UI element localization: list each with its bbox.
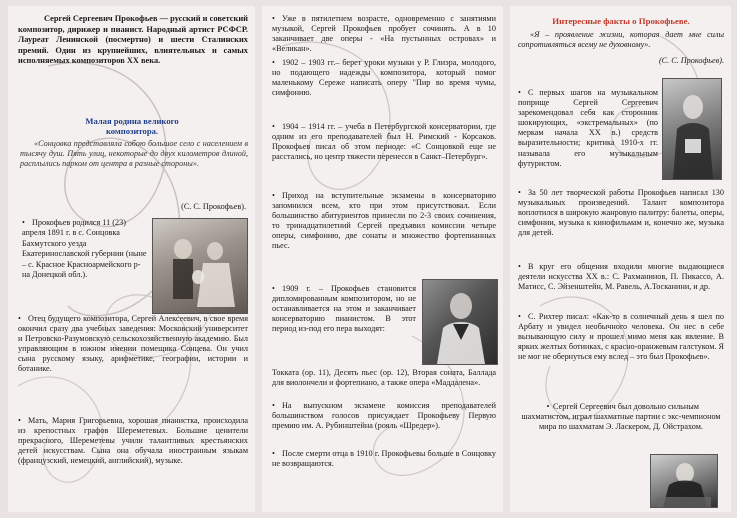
- quote-attribution: (С. С. Прокофьев).: [181, 202, 246, 211]
- section-heading-homeland: [18, 116, 246, 136]
- bullet: [518, 312, 528, 321]
- paragraph-circle-text: В круг его общения входили многие выдающиеся деятели искусства XX в.: С. Рахманинов, П. Пикассо, А. Матисс, С. Эйзенштейн, М. Равель, А.Тосканини, и др.: [518, 262, 724, 292]
- bullet: [272, 122, 282, 131]
- heading-line-2: композитора.: [105, 126, 159, 136]
- paragraph-works-count: [518, 188, 724, 238]
- paragraph-born: [22, 218, 148, 280]
- bullet: [518, 88, 528, 97]
- paragraph-circle: [518, 262, 724, 292]
- bullet: [272, 401, 282, 410]
- portrait-photo: [662, 78, 722, 180]
- paragraph-conservatory-text: 1904 – 1914 гг. – учеба в Петербургской консерватории, где одним из его преподавателей был Н. Римский - Корсаков. Прокофьев писал об этом периоде: «С Сонцовкой еще не расстались, но центр тяжести перенесся в Санкт–Петербург».: [272, 122, 496, 162]
- paragraph-1909-text: 1909 г. – Прокофьев становится дипломированным композитором, но не останавливается на этом и заканчивает консерваторию пианистом. В этот период из-под его пера выходят:: [272, 284, 416, 334]
- paragraph-richter: [518, 312, 724, 362]
- bullet: [272, 191, 282, 200]
- paragraph-graduation-text: На выпускном экзамене комиссия преподавателей большинством голосов присуждает Прокофьеву Первую премию им. А. Рубинштейна (рояль «Шредер»).: [272, 401, 496, 431]
- paragraph-father-death-text: После смерти отца в 1910 г. Прокофьевы больше в Сонцовку не возвращаются.: [272, 449, 496, 469]
- bullet: [518, 188, 528, 197]
- paragraph-richter-text: С. Рихтер писал: «Как-то в солнечный день я шел по Арбату и увидел необычного человека. Он нес в себе вызывающую силу и прошел мимо меня как явление. В ярких желтых ботинках, с красно-оранжевым галстуком. Я не мог не обернуться ему вслед – это был Прокофьев».: [518, 312, 724, 362]
- paragraph-mother-text: Мать, Мария Григорьевна, хорошая пианистка, происходила из крепостных графов Шереметевых. Большие ценители прекрасного, Шереметевы учили талантливых крестьянских детей искусствам. Сына она обучала иностранным языкам (французский, немецкий, английский), музыке.: [18, 416, 248, 466]
- paragraph-entrance-exams-text: Приход на вступительные экзамены в консерваторию запомнился всем, кто при этом присутствовал. Если большинство абитуриентов принесли по 2-3 своих сочинения, то тринадцатилетний Сергей предъявил комиссии четыре оперы, симфонию, две сонаты и множество фортепианных пьес.: [272, 191, 496, 251]
- paragraph-futurist-text: С первых шагов на музыкальном поприще Сергей Сергеевич зарекомендовал себя как сторонник шокирующих, «экстремальных» (по меркам начала XX в.) средств выразительности; критика 1910-х гг. называла его музыкальным футуристом.: [518, 88, 658, 168]
- panel-right: [510, 6, 731, 512]
- bullet: [272, 14, 282, 23]
- paragraph-futurist: [518, 88, 658, 169]
- paragraph-mother: [18, 416, 248, 466]
- pianist-photo: [422, 279, 498, 365]
- epigraph: «Я – проявление жизни, которая дает мне силы сопротивляться всему не духовному».: [518, 30, 724, 50]
- bullet: [18, 314, 28, 323]
- paragraph-father: [18, 314, 248, 375]
- paragraph-graduation: [272, 401, 496, 431]
- paragraph-glier-text: 1902 – 1903 гг.– берет уроки музыки у Р. Глиэра, молодого, но подающего надежды композитора, который помог маленькому Сереже написать оперу "Пир во время чумы, симфонию.: [272, 58, 496, 98]
- paragraph-father-death: [272, 449, 496, 469]
- paragraph-father-text: Отец будущего композитора, Сергей Алексеевич, в свое время окончил сразу два учебных заведения: Московский университет и Петровско-Разумовскую сельскохозяйственную академию. Был управляющим в южном имении помещика Сонцева. Он учил сына русскому языку, арифметике, географии, истории и ботанике.: [18, 314, 248, 374]
- paragraph-conservatory: [272, 122, 496, 162]
- bullet: [272, 284, 282, 293]
- intro-paragraph: Сергей Сергеевич Прокофьев — русский и советский композитор, дирижер и пианист. Народный артист РСФСР. Лауреат Ленинской (посмертно) и шести Сталинских премий. Один из крупнейших, влиятельных и самых исполняемых композиторов XX века.: [18, 14, 248, 66]
- paragraph-1909: [272, 284, 416, 334]
- paragraph-glier: [272, 58, 496, 98]
- panel-left: [8, 6, 255, 512]
- bullet: [518, 262, 528, 271]
- bullet: [543, 402, 553, 411]
- heading-line-1: Малая родина великого: [85, 116, 179, 126]
- paragraph-born-text: Прокофьев родился 11 (23) апреля 1891 г. в с. Сонцовка Бахмутского уезда Екатеринославской губернии (ныне – с. Красное Красноармейского р-на Донецкой обл.).: [22, 218, 147, 280]
- bullet: [22, 218, 32, 227]
- paragraph-early-compositions: [272, 14, 496, 54]
- chess-photo: [650, 454, 718, 508]
- section-heading-facts: Интересные факты о Прокофьеве.: [552, 16, 690, 26]
- bullet: [272, 58, 282, 67]
- bullet: [18, 416, 28, 425]
- paragraph-1909-works: Токката (ор. 11), Десять пьес (ор. 12), Вторая соната, Баллада для виолончели и фортепиано, а также опера «Маддалена».: [272, 368, 496, 388]
- paragraph-chess-text: Сергей Сергеевич был довольно сильным шахматистом, играл шахматные партии с экс-чемпионом мира по шахматам Э. Ласкером, Д. Ойстрахом.: [521, 402, 721, 432]
- epigraph-attribution: (С. С. Прокофьев).: [658, 56, 724, 65]
- bullet: [272, 449, 282, 458]
- paragraph-chess: [518, 402, 724, 432]
- paragraph-works-count-text: За 50 лет творческой работы Прокофьев написал 130 музыкальных произведений. Талант композитора воплотился в широкую жанровую палитру: балеты, оперы, симфонии, музыка к кинофильмам и, конечно же, музыка для детей.: [518, 188, 724, 238]
- panel-middle: [262, 6, 503, 512]
- paragraph-early-compositions-text: Уже в пятилетнем возрасте, одновременно с занятиями музыкой, Сергей Прокофьев пробует сочинять. А в 10 заканчивает две оперы - «На пустынных островах» и «Великан».: [272, 14, 496, 54]
- family-photo: [152, 218, 248, 314]
- quote-sontsovka: «Сонцовка представляла собою большое село с населением в тысячу душ. Пять улиц, некоторые до двух километров длиной, расплылись парком от центра в разные стороны».: [20, 139, 248, 169]
- paragraph-entrance-exams: [272, 191, 496, 252]
